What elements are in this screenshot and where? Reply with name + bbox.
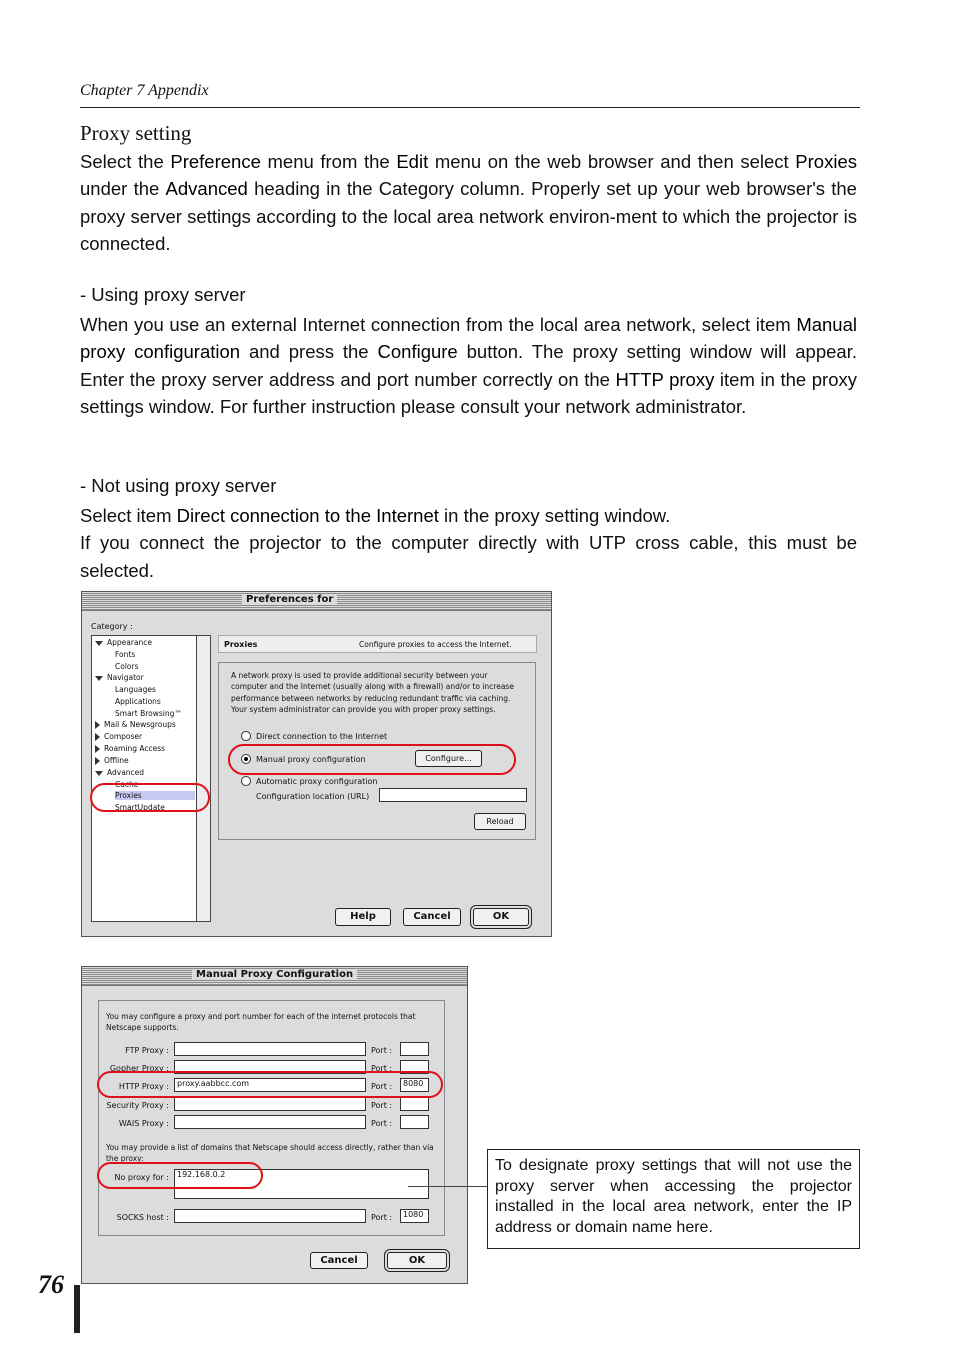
wais-port-input[interactable]: [400, 1115, 429, 1129]
manual-proxy-titlebar[interactable]: [82, 967, 467, 986]
config-location-input[interactable]: [379, 788, 527, 802]
using-proxy-heading: - Using proxy server: [80, 284, 246, 305]
category-proxies[interactable]: Proxies: [115, 791, 195, 800]
category-list[interactable]: [91, 635, 211, 922]
socks-host-input[interactable]: [174, 1209, 366, 1223]
manual-intro-text: You may configure a proxy and port number for each of the internet protocols that Netscape supports.: [106, 1012, 416, 1032]
category-roaming-access[interactable]: Roaming Access: [95, 744, 165, 753]
manual-ok-button[interactable]: OK: [387, 1252, 447, 1269]
category-scrollbar[interactable]: [196, 636, 210, 921]
gopher-proxy-label: Gopher Proxy :: [109, 1064, 169, 1073]
direct-domains-text: You may provide a list of domains that Netscape should access directly, rather than via the proxy:: [106, 1143, 434, 1163]
socks-host-label: SOCKS host :: [116, 1213, 169, 1222]
direct-connection-label: Direct connection to the Internet: [256, 732, 388, 741]
ftp-proxy-label: FTP Proxy :: [125, 1046, 169, 1055]
expand-triangle-icon[interactable]: [95, 641, 103, 646]
category-smart-browsing[interactable]: Smart Browsing™: [115, 709, 182, 718]
preferences-title: Preferences for: [242, 594, 337, 605]
expand-triangle-icon[interactable]: [95, 676, 103, 681]
gopher-port-label: Port :: [371, 1064, 393, 1073]
category-label: Category :: [91, 622, 133, 631]
category-offline[interactable]: Offline: [95, 756, 129, 765]
socks-port-label: Port :: [371, 1213, 393, 1222]
proxy-fields-group: [98, 1000, 445, 1236]
prefs-cancel-button[interactable]: Cancel: [403, 908, 461, 926]
prefs-ok-button[interactable]: OK: [473, 908, 529, 926]
highlight-proxies-circle: [90, 783, 210, 812]
wais-proxy-label: WAIS Proxy :: [118, 1119, 169, 1128]
highlight-no-proxy-circle: [97, 1162, 263, 1189]
chapter-header: Chapter 7 Appendix: [80, 82, 209, 99]
intro-paragraph: Select the Preference menu from the Edit menu on the web browser and then select Proxies under the Advanced heading in the Category column. Properly set up your web browser's the proxy server settings according to the local area network environ-ment to which the projector is connected.: [80, 151, 857, 254]
collapse-triangle-icon[interactable]: [95, 757, 100, 765]
manual-proxy-label: Manual proxy configuration: [256, 755, 366, 764]
ftp-port-input[interactable]: [400, 1042, 429, 1056]
reload-button[interactable]: Reload: [474, 813, 526, 830]
section-title: Proxy setting: [80, 121, 192, 145]
auto-proxy-label: Automatic proxy configuration: [256, 777, 378, 786]
category-smartupdate[interactable]: SmartUpdate: [115, 803, 165, 812]
configure-button[interactable]: Configure...: [415, 750, 482, 767]
manual-proxy-window: [81, 966, 468, 1284]
category-colors[interactable]: Colors: [115, 662, 139, 671]
category-languages[interactable]: Languages: [115, 685, 156, 694]
using-proxy-paragraph: When you use an external Internet connection from the local area network, select item Manual proxy configuration and press the Configure button. The proxy setting window will appear. Enter the proxy server address and port number correctly on the HTTP proxy item in the proxy settings window. For further instruction please consult your network administrator.: [80, 314, 857, 417]
callout-leader-line: [408, 1186, 488, 1187]
security-port-input[interactable]: [400, 1097, 429, 1111]
collapse-triangle-icon[interactable]: [95, 745, 100, 753]
panel-title: Proxies: [224, 640, 258, 649]
wais-port-label: Port :: [371, 1119, 393, 1128]
not-using-proxy-paragraph: Select item Direct connection to the Internet in the proxy setting window. If you connect the projector to the computer directly with UTP cross cable, this must be selected.: [80, 505, 857, 581]
no-proxy-label: No proxy for :: [114, 1173, 169, 1182]
http-port-input[interactable]: 8080: [400, 1078, 429, 1092]
ftp-proxy-input[interactable]: [174, 1042, 366, 1056]
collapse-triangle-icon[interactable]: [95, 733, 100, 741]
panel-subtitle: Configure proxies to access the Internet.: [359, 640, 512, 649]
no-proxy-callout: To designate proxy settings that will not use the proxy server when accessing the projector installed in the local area network, enter the IP address or domain name here.: [487, 1149, 860, 1249]
http-port-label: Port :: [371, 1082, 393, 1091]
proxy-description: A network proxy is used to provide additional security between your computer and the Internet (usually along with a firewall) and/or to increase performance between networks by reducing redundant traffic via caching. Your system administrator can provide you with proper proxy settings.: [231, 671, 514, 714]
not-using-proxy-heading: - Not using proxy server: [80, 475, 277, 496]
http-proxy-label: HTTP Proxy :: [118, 1082, 169, 1091]
auto-proxy-radio[interactable]: [241, 776, 251, 786]
category-mail-newsgroups[interactable]: Mail & Newsgroups: [95, 720, 176, 729]
preferences-titlebar[interactable]: [82, 592, 551, 611]
category-cache[interactable]: Cache: [115, 780, 139, 789]
security-port-label: Port :: [371, 1101, 393, 1110]
highlight-manual-proxy-circle: [228, 744, 516, 775]
collapse-triangle-icon[interactable]: [95, 721, 100, 729]
category-applications[interactable]: Applications: [115, 697, 161, 706]
manual-proxy-title: Manual Proxy Configuration: [192, 969, 357, 980]
ftp-port-label: Port :: [371, 1046, 393, 1055]
page-number: 76: [38, 1270, 64, 1299]
config-location-label: Configuration location (URL): [256, 792, 370, 801]
help-button[interactable]: Help: [335, 908, 391, 926]
socks-port-input[interactable]: 1080: [400, 1209, 429, 1223]
security-proxy-label: Security Proxy :: [106, 1101, 169, 1110]
no-proxy-input[interactable]: 192.168.0.2: [174, 1169, 429, 1199]
manual-cancel-button[interactable]: Cancel: [310, 1252, 368, 1269]
category-composer[interactable]: Composer: [95, 732, 142, 741]
http-proxy-input[interactable]: proxy.aabbcc.com: [174, 1078, 366, 1092]
expand-triangle-icon[interactable]: [95, 771, 103, 776]
highlight-http-proxy-circle: [97, 1071, 443, 1098]
category-advanced[interactable]: Advanced: [95, 768, 144, 777]
category-appearance[interactable]: Appearance: [95, 638, 152, 647]
page-number-bar: [74, 1285, 80, 1333]
panel-header: [218, 635, 537, 653]
security-proxy-input[interactable]: [174, 1097, 366, 1111]
direct-connection-radio[interactable]: [241, 731, 251, 741]
category-navigator[interactable]: Navigator: [95, 673, 144, 682]
category-fonts[interactable]: Fonts: [115, 650, 136, 659]
header-rule: [80, 107, 860, 108]
wais-proxy-input[interactable]: [174, 1115, 366, 1129]
